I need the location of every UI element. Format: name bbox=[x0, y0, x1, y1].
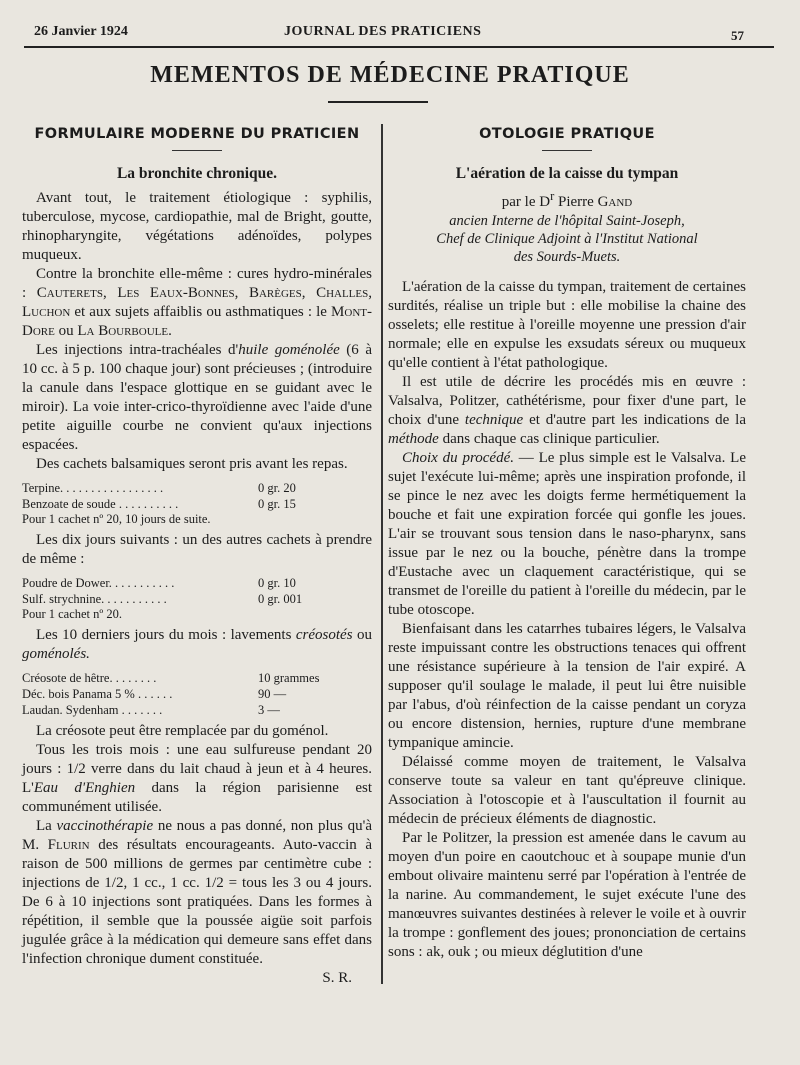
left-paragraph-4: Des cachets balsamiques seront pris avant les repas. bbox=[36, 456, 348, 472]
page-number: 57 bbox=[731, 28, 744, 43]
right-section-rule bbox=[542, 150, 592, 151]
right-paragraph-1: L'aération de la caisse du tympan, traitement de certaines surdités, réalise un triple but : elle mobilise la chaine des osselets; elle restitue à l'oreille moyenne une pression d'air normale; elle en expulse les exsudats séreux ou muqueux qu'elle contient à l'état pathologique. bbox=[388, 279, 746, 371]
left-article-title: La bronchite chronique. bbox=[116, 165, 278, 182]
author-affiliation-2: Chef de Clinique Adjoint à l'Institut National bbox=[436, 231, 698, 247]
author-signature: S. R. bbox=[322, 970, 352, 986]
formula-3 bbox=[22, 670, 372, 718]
formula-row: Laudan. Sydenham . . . . . . . 3 — bbox=[22, 703, 280, 717]
right-paragraph-4: Bienfaisant dans les catarrhes tubaires légers, le Valsalva reste impuissant contre les obstructions tenaces qui offrent une résistance supérieure à la tension de l'air expiré. A supposer qu'il soulage le malade, il peut lui être nuisible par l'abus, d'où réinfection de la caisse pendant un coryza ou encore distension, hernies, rupture d'une membrane tympanique amincie. bbox=[388, 621, 746, 751]
author-affiliation-1: ancien Interne de l'hôpital Saint-Joseph, bbox=[449, 213, 685, 229]
formula-row: Déc. bois Panama 5 % . . . . . . 90 — bbox=[22, 687, 287, 701]
formula-note: Pour 1 cachet nº 20, 10 jours de suite. bbox=[22, 512, 211, 526]
formula-row: Créosote de hêtre. . . . . . . . 10 grammes bbox=[22, 671, 320, 685]
left-paragraph-2: Contre la bronchite elle-même : cures hydro-minérales : Cauterets, Les Eaux-Bonnes, Barèges, Challes, Luchon et aux sujets affaiblis ou asthmatiques : le Mont-Dore ou La Bourboule. bbox=[22, 266, 372, 339]
title-rule bbox=[328, 101, 428, 103]
left-paragraph-6: Les 10 derniers jours du mois : lavements créosotés ou goménolés. bbox=[22, 627, 372, 662]
header-rule bbox=[24, 46, 774, 48]
right-section-heading: OTOLOGIE PRATIQUE bbox=[479, 126, 655, 142]
formula-note: Pour 1 cachet nº 20. bbox=[22, 607, 123, 621]
formula-row: Terpine. . . . . . . . . . . . . . . . . 0 gr. 20 bbox=[22, 481, 296, 495]
journal-name: JOURNAL DES PRATICIENS bbox=[284, 24, 482, 39]
right-paragraph-3: Choix du procédé. — Le plus simple est le Valsalva. Le sujet l'exécute lui-même; après une inspiration profonde, il se pince le nez avec les doigts ferme hermétiquement la bouche et fait une expiration forcée qui gonfle les joues. L'air se trouvant sous tension dans le naso-pharynx, sans issue par le nez ou la bouche, pénètre dans la trompe d'Eustache avec un claquement caractéristique, qui se transmet de l'oreille du patient à l'oreille du médecin, par le tube otoscope. bbox=[388, 450, 746, 618]
left-section-rule bbox=[172, 150, 222, 151]
running-header bbox=[24, 24, 744, 46]
left-column bbox=[22, 120, 372, 988]
right-article-title: L'aération de la caisse du tympan bbox=[455, 165, 679, 182]
formula-row: Sulf. strychnine. . . . . . . . . . . 0 gr. 001 bbox=[22, 592, 303, 606]
author-affiliation-3: des Sourds-Muets. bbox=[513, 249, 621, 265]
formula-2 bbox=[22, 575, 372, 622]
formula-row: Benzoate de soude . . . . . . . . . . 0 gr. 15 bbox=[22, 497, 296, 511]
formula-1 bbox=[22, 480, 372, 527]
formula-row: Poudre de Dower. . . . . . . . . . . 0 gr. 10 bbox=[22, 576, 296, 590]
right-paragraph-2: Il est utile de décrire les procédés mis en œuvre : Valsalva, Politzer, cathétérisme, pour fixer d'une part, le choix d'une technique et d'autre part les indications de la méthode dans chaque cas clinique particulier. bbox=[388, 374, 747, 447]
right-paragraph-5: Délaissé comme moyen de traitement, le Valsalva conserve toute sa valeur en tant qu'épreuve clinique. Association à l'otoscopie et à l'auscultation il fournit au médecin de précieux éléments de diagnostic. bbox=[388, 754, 746, 827]
page-title: MEMENTOS DE MÉDECINE PRATIQUE bbox=[150, 62, 630, 88]
left-paragraph-7: La créosote peut être remplacée par du goménol. bbox=[36, 723, 329, 739]
left-paragraph-3: Les injections intra-trachéales d'huile goménolée (6 à 10 cc. à 5 p. 100 chaque jour) sont précieuses ; (introduire la canule dans l'espace glottique en se guidant avec le miroir). La voie inter-crico-thyroïdienne avec l'aide d'une petite aiguille courbe ne convient qu'aux injections espacées. bbox=[22, 342, 373, 453]
issue-date: 26 Janvier 1924 bbox=[34, 24, 128, 39]
left-paragraph-5: Les dix jours suivants : un des autres cachets à prendre de même : bbox=[22, 532, 372, 567]
left-section-heading: FORMULAIRE MODERNE DU PRATICIEN bbox=[34, 126, 360, 142]
left-paragraph-9: La vaccinothérapie ne nous a pas donné, non plus qu'à M. Flurin des résultats encourageants. Auto-vaccin à raison de 500 millions de germes par centimètre cube : injections de 1/2, 1 cc., 1 cc. 1/2 = tous les 3 ou 4 jours. De 6 à 10 injections sont pratiquées. Dans les formes à répétition, il semble que la poussée aigüe soit parfois jugulée grâce à la médication qui demeure sans effet dans l'infection chronique dument constituée. bbox=[22, 818, 372, 967]
right-column bbox=[388, 120, 746, 962]
author-byline: par le $D^r$ Pierre Gand bbox=[501, 189, 633, 210]
right-paragraph-6: Par le Politzer, la pression est amenée dans le cavum au moyen d'un poire en caoutchouc et à soupape munie d'un embout olivaire maintenu serré par l'opération à l'entrée de la narine. Au commandement, le sujet exécute l'une des manœuvres suivantes destinées à relever le voile et à ouvrir la trompe : gonflement des joues; prononciation de certains sons : ak, ouk ; ou mieux déglutition d'une bbox=[388, 830, 746, 960]
left-paragraph-8: Tous les trois mois : une eau sulfureuse pendant 20 jours : 1/2 verre dans du lait chaud à jeun et à 4 heures. L'Eau d'Enghien dans la région parisienne est communément utilisée. bbox=[22, 742, 372, 815]
column-divider bbox=[381, 124, 383, 984]
left-paragraph-1: Avant tout, le traitement étiologique : syphilis, tuberculose, mycose, cardiopathie, mal de Bright, goutte, rhinopharyngite, végétations adénoïdes, polypes muqueux. bbox=[22, 190, 372, 263]
